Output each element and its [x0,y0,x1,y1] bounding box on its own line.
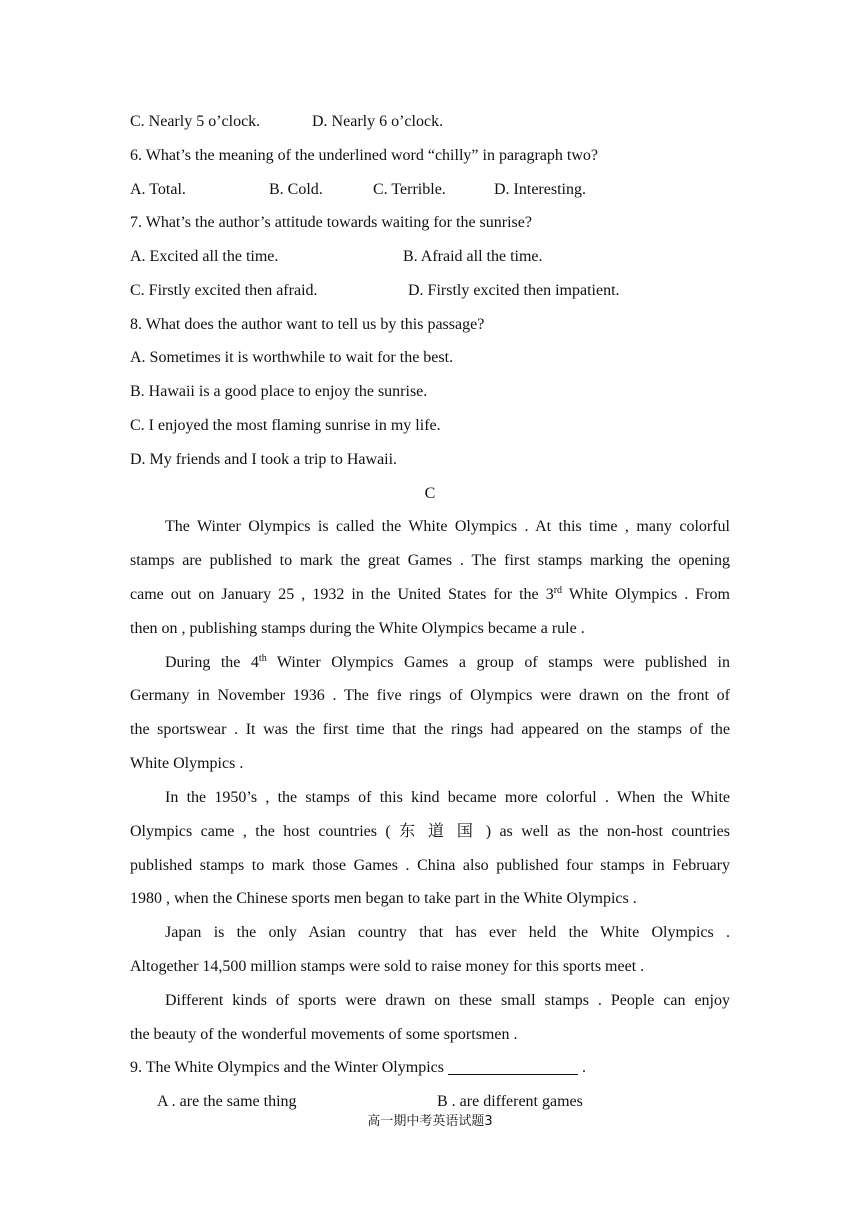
passage-p2-line1: During the 4th Winter Olympics Games a group of stamps were published in [165,653,731,671]
q6-option-a: A. Total. [130,181,186,198]
q9-option-a: A . are the same thing [157,1093,297,1110]
q7-option-d: D. Firstly excited then impatient. [408,282,620,299]
ordinal-suffix: th [258,653,267,664]
passage-p4-line1: Japan is the only Asian country that has ever held the White Olympics . [165,924,730,941]
q8-option-d: D. My friends and I took a trip to Hawaii. [130,451,398,468]
passage-p3-line2: Olympics came , the host countries ( 东 道 国 ) as well as the non-host countries [130,823,730,840]
q6-option-d: D. Interesting. [494,181,586,198]
passage-p4-line2: Altogether 14,500 million stamps were sold to raise money for this sports meet . [130,958,645,975]
q7-option-a: A. Excited all the time. [130,248,279,265]
q8-option-b: B. Hawaii is a good place to enjoy the sunrise. [130,383,428,400]
section-heading: C [424,485,436,502]
page-footer: 高一期中考英语试题3 [367,1114,493,1129]
passage-p1-line1: The Winter Olympics is called the White Olympics . At this time , many colorful [165,518,730,535]
q5-option-d: D. Nearly 6 o’clock. [312,113,444,130]
q7-option-b: B. Afraid all the time. [403,248,543,265]
passage-p3-line1: In the 1950’s , the stamps of this kind became more colorful . When the White [165,789,730,806]
passage-p3-line3: published stamps to mark those Games . China also published four stamps in February [130,857,730,874]
passage-p1-line4: then on , publishing stamps during the White Olympics became a rule . [130,620,585,637]
q8-option-c: C. I enjoyed the most flaming sunrise in my life. [130,417,441,434]
q9-option-b: B . are different games [437,1093,583,1110]
passage-p2-line2: Germany in November 1936 . The five rings of Olympics were drawn on the front of [130,687,730,704]
q7-stem: 7. What’s the author’s attitude towards waiting for the sunrise? [130,214,532,231]
passage-p2-line4: White Olympics . [130,755,244,772]
passage-p5-line2: the beauty of the wonderful movements of some sportsmen . [130,1026,518,1043]
q8-option-a: A. Sometimes it is worthwhile to wait for the best. [130,349,454,366]
passage-p1-line3: came out on January 25 , 1932 in the United States for the 3rd White Olympics . From [130,585,730,603]
q8-stem: 8. What does the author want to tell us by this passage? [130,316,485,333]
q6-option-c: C. Terrible. [373,181,446,198]
q5-option-c: C. Nearly 5 o’clock. [130,113,261,130]
passage-p5-line1: Different kinds of sports were drawn on these small stamps . People can enjoy [165,992,730,1009]
q6-stem: 6. What’s the meaning of the underlined word “chilly” in paragraph two? [130,147,598,164]
q9-stem: 9. The White Olympics and the Winter Olympics . [130,1059,586,1076]
ordinal-suffix: rd [553,585,563,596]
answer-blank [448,1060,578,1075]
q6-option-b: B. Cold. [269,181,323,198]
q7-option-c: C. Firstly excited then afraid. [130,282,318,299]
passage-p1-line2: stamps are published to mark the great Games . The first stamps marking the opening [130,552,730,569]
passage-p3-line4: 1980 , when the Chinese sports men began to take part in the White Olympics . [130,890,637,907]
passage-p2-line3: the sportswear . It was the first time that the rings had appeared on the stamps of the [130,721,730,738]
